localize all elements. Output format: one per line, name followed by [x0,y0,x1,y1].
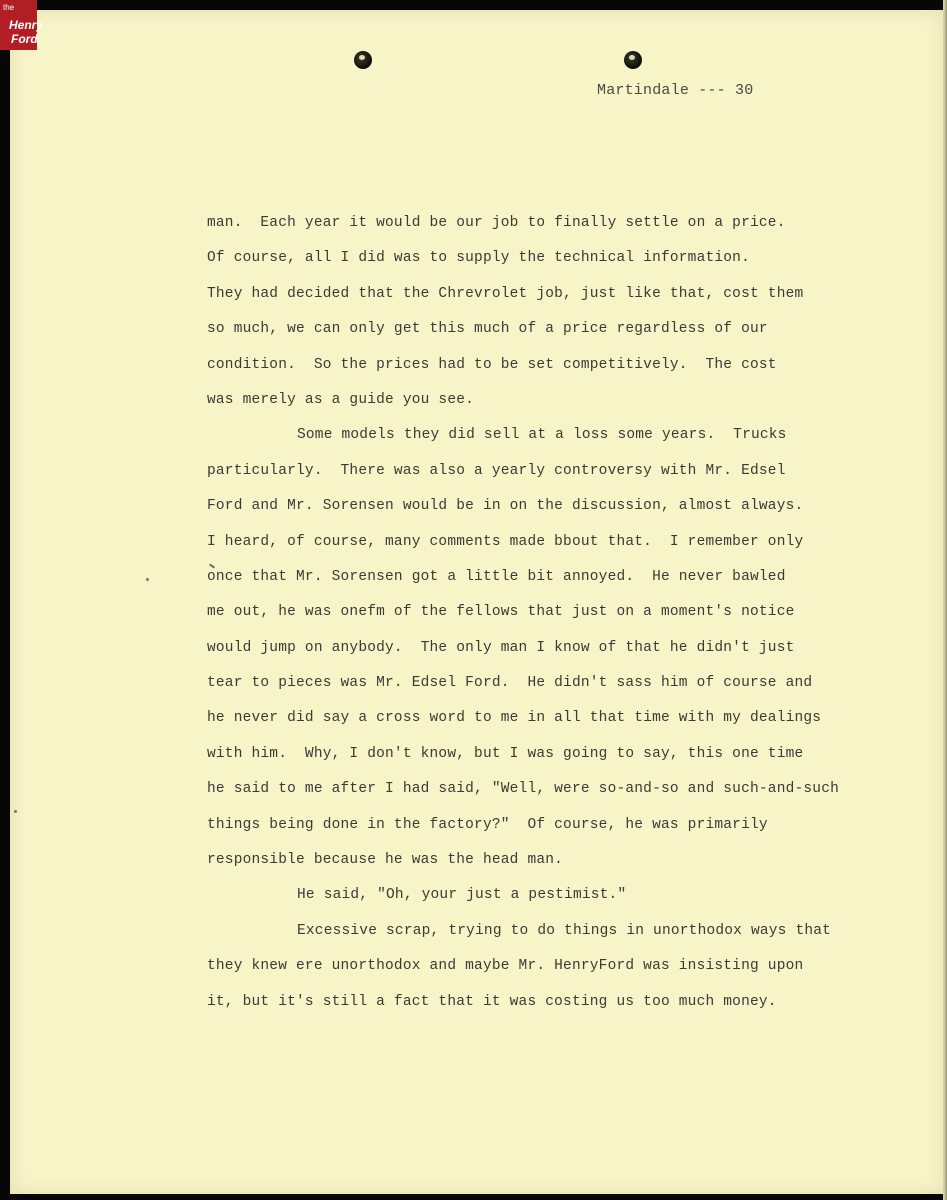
text-line: Excessive scrap, trying to do things in unorthodox ways that [297,922,832,939]
text-line: responsible because he was the head man. [207,852,564,869]
text-line: condition. So the prices had to be set competitively. The cost [207,356,777,373]
running-head: Martindale --- 30 [597,82,754,99]
text-line: man. Each year it would be our job to finally settle on a price. [207,215,786,231]
text-line: Some models they did sell at a loss some years. Trucks [297,427,787,444]
text-line: They had decided that the Chrevrolet job, just like that, cost them [207,285,804,302]
text-line: they knew ere unorthodox and maybe Mr. HenryFord was insisting upon [207,958,804,975]
paper-stack-edge [943,0,947,1200]
typed-page [10,10,944,1194]
text-line: I heard, of course, many comments made bbout that. I remember only [207,533,804,550]
text-line: once that Mr. Sorensen got a little bit annoyed. He never bawled [207,568,786,585]
text-line: He said, "Oh, your just a pestimist." [297,887,627,904]
text-line: was merely as a guide you see. [207,391,475,408]
logo-henry: Henry [9,18,44,32]
punch-hole-left [354,51,372,69]
text-line: tear to pieces was Mr. Edsel Ford. He didn't sass him of course and [207,675,813,692]
text-line: Of course, all I did was to supply the technical information. [207,250,750,267]
text-line: Ford and Mr. Sorensen would be in on the discussion, almost always. [207,498,804,515]
punch-hole-right [624,51,642,69]
text-line: he said to me after I had said, "Well, were so-and-so and such-and-such [207,781,840,798]
text-line: things being done in the factory?" Of course, he was primarily [207,816,768,833]
text-line: it, but it's still a fact that it was costing us too much money. [207,993,777,1010]
stray-mark [14,810,17,813]
text-line: me out, he was onefm of the fellows that just on a moment's notice [207,604,795,621]
text-line: would jump on anybody. The only man I know of that he didn't just [207,639,795,656]
henry-ford-logo [0,0,44,50]
logo-the: the [3,3,15,12]
stray-mark [146,578,149,581]
body-text [207,210,867,1024]
text-line: with him. Why, I don't know, but I was going to say, this one time [207,745,804,762]
text-line: particularly. There was also a yearly controversy with Mr. Edsel [207,462,786,479]
text-line: he never did say a cross word to me in all that time with my dealings [207,710,822,727]
logo-ford: Ford [11,32,38,46]
text-line: so much, we can only get this much of a price regardless of our [207,321,768,338]
